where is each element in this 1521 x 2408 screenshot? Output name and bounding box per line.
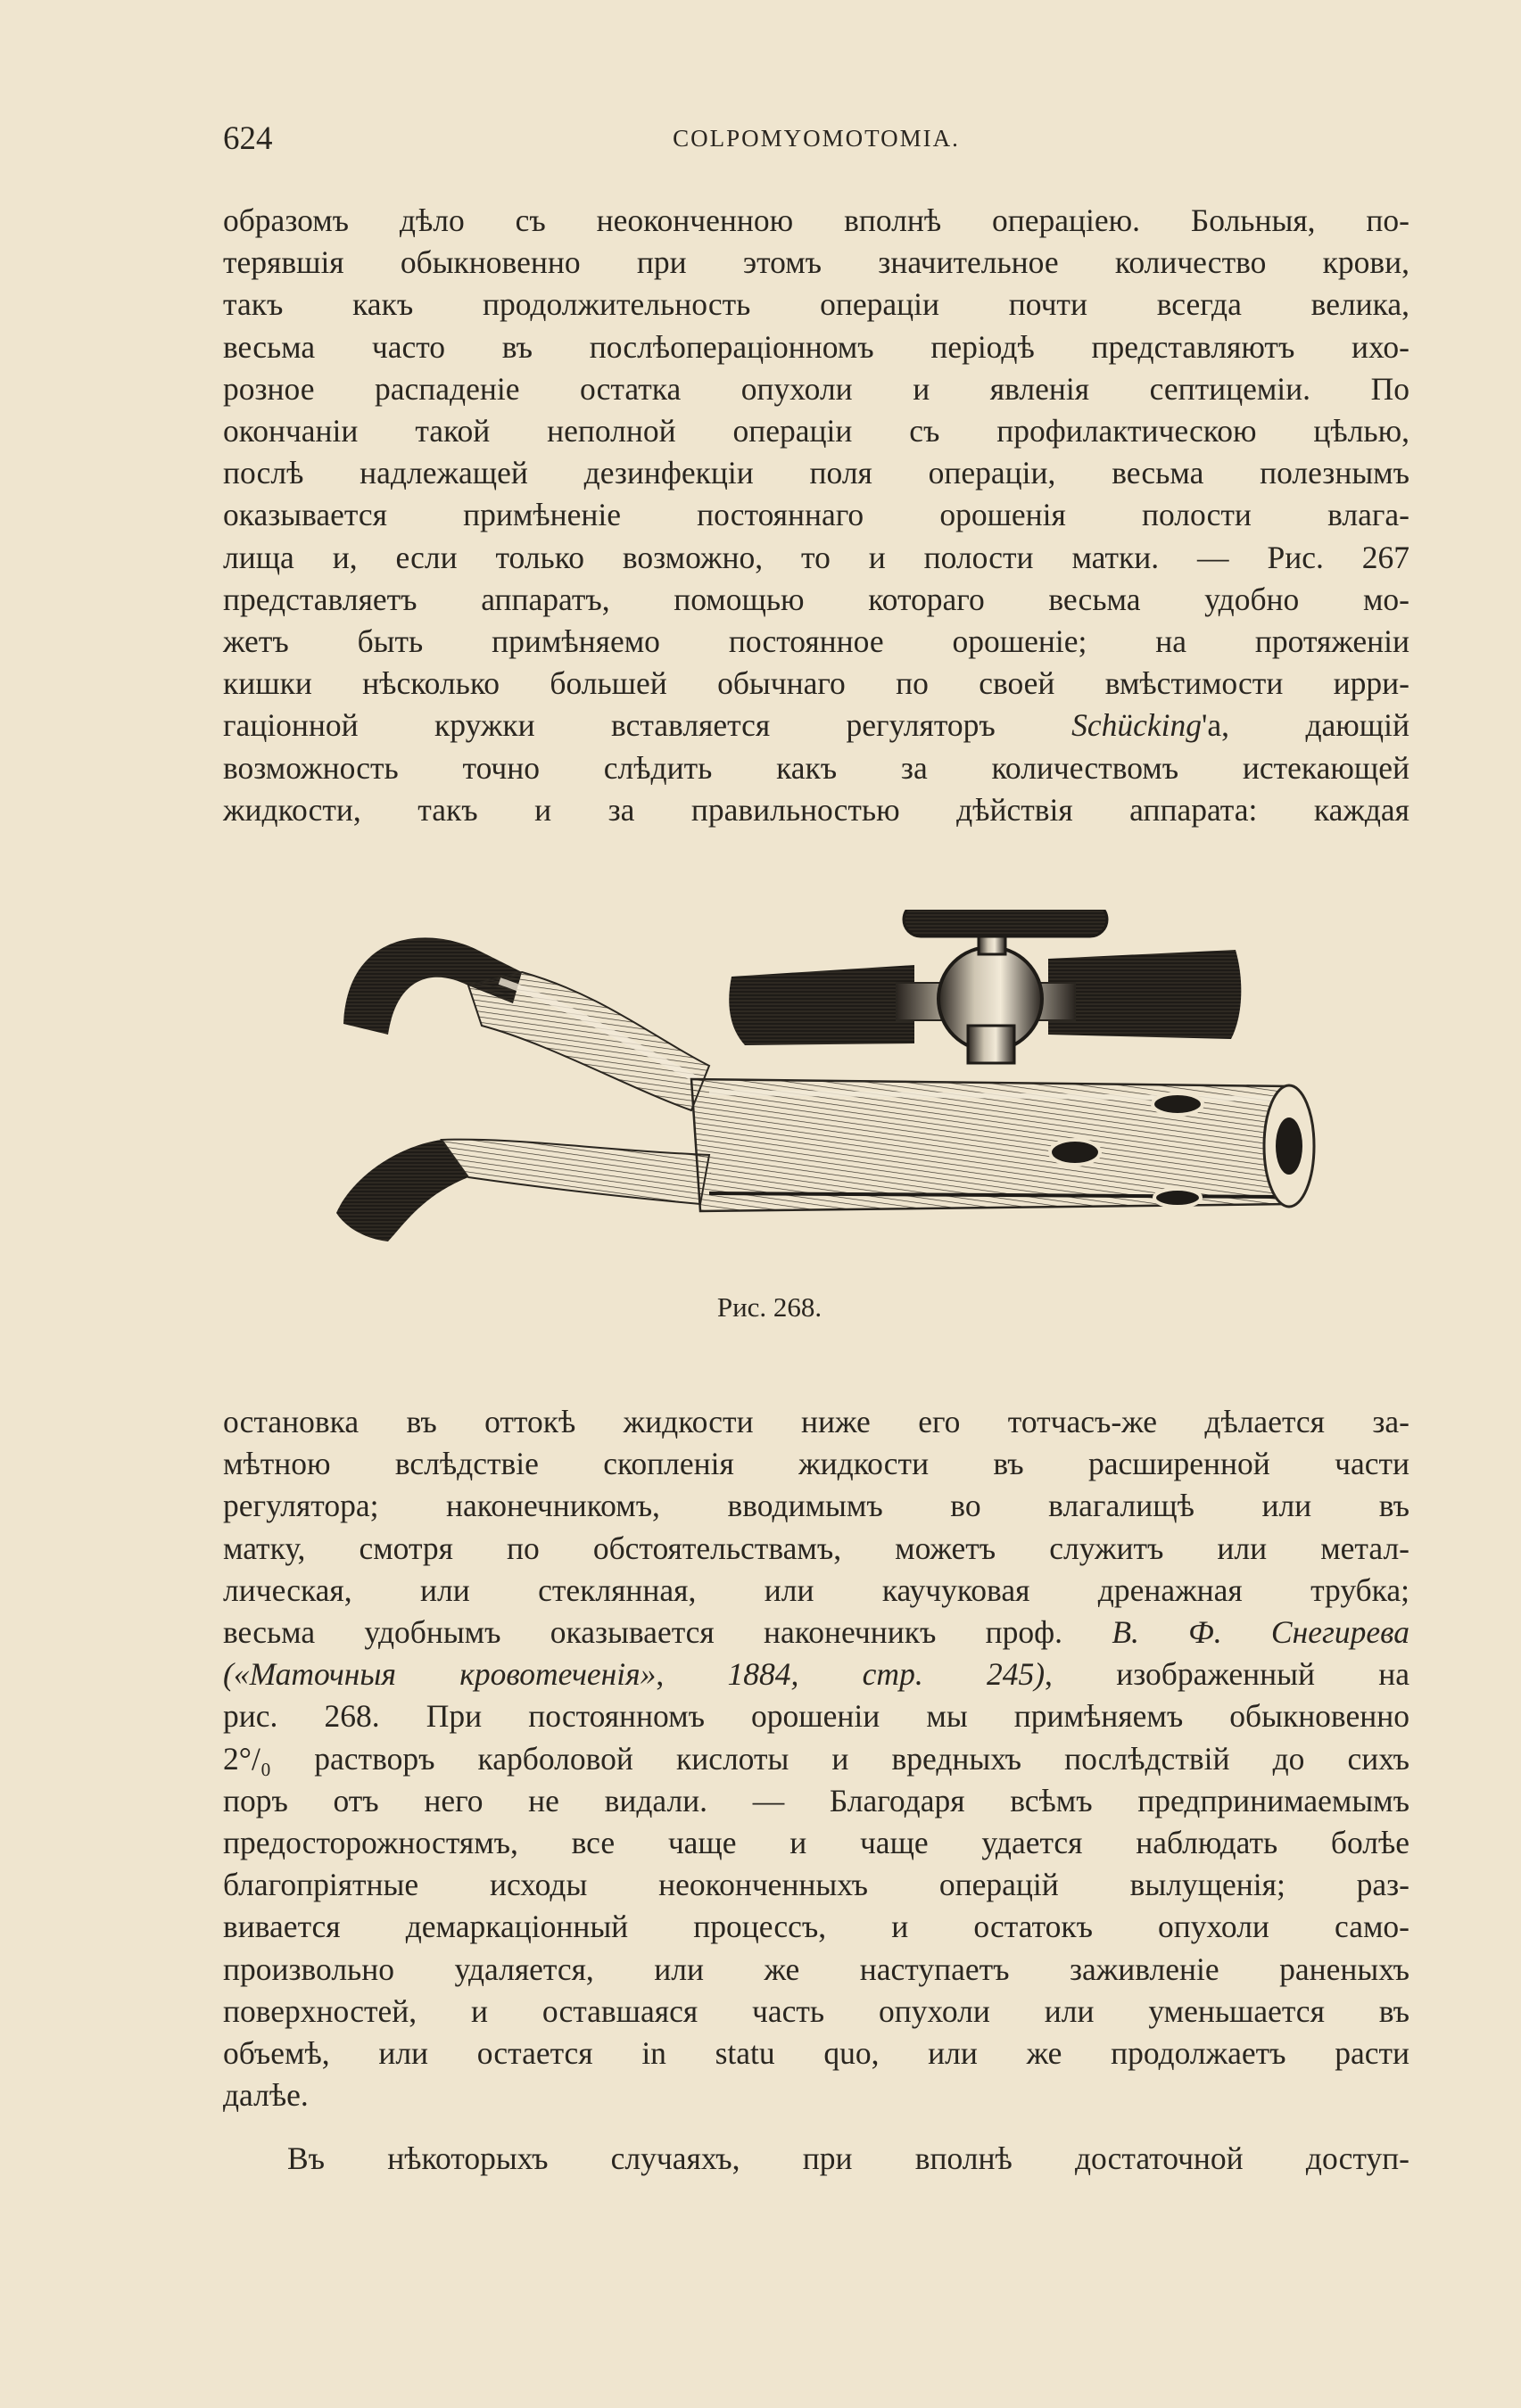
citation-title: («Маточныя кровотеченія» <box>223 1656 657 1693</box>
text-line: произвольно удаляется, или же наступаетъ заживленіе раненыхъ <box>223 1950 1409 1987</box>
text-line: предосторожностямъ, все чаще и чаще удается наблюдать болѣе <box>223 1825 1409 1861</box>
text-line <box>223 1612 1409 1653</box>
text-line: розное распаденіе остатка опухоли и явленія септицеміи. По <box>223 370 1409 407</box>
text-run: гаціонной кружки вставляется регуляторъ <box>223 707 1072 744</box>
author-name: Schücking <box>1071 707 1203 744</box>
text-run: весьма удобнымъ оказывается наконечникъ проф. <box>223 1614 1112 1651</box>
text-line: мѣтною вслѣдствіе скопленія жидкости въ расширенной части <box>223 1446 1409 1482</box>
paragraph-3 <box>223 2138 1409 2180</box>
text-line: вивается демаркаціонный процессъ, и остатокъ опухоли само- <box>223 1909 1409 1945</box>
running-head: COLPOMYOMOTOMIA. <box>673 125 960 152</box>
text-line: объемѣ, или остается in statu quo, или же продолжаетъ расти <box>223 2035 1409 2072</box>
text-line: весьма часто въ послѣопераціонномъ періодѣ представляютъ ихо- <box>223 328 1409 365</box>
text-run: , <box>656 1656 728 1693</box>
text-line: лища и, если только возможно, то и полости матки. — Рис. 267 <box>223 539 1409 575</box>
text-line: регулятора; наконечникомъ, вводимымъ во влагалищѣ или въ <box>223 1488 1409 1524</box>
page-number: 624 <box>223 120 273 157</box>
text-line: поръ отъ него не видали. — Благодаря всѣмъ предпринимаемымъ <box>223 1782 1409 1818</box>
page-header <box>223 120 1409 164</box>
paragraph-2 <box>223 1401 1409 2116</box>
text-line: остановка въ оттокѣ жидкости ниже его тотчасъ-же дѣлается за- <box>223 1404 1409 1439</box>
text-line: послѣ надлежащей дезинфекціи поля операціи, весьма полезнымъ <box>223 455 1409 491</box>
side-hole <box>1154 1189 1201 1207</box>
text-line: благопріятные исходы неоконченныхъ операцій вылущенія; раз- <box>223 1867 1409 1903</box>
stopcock-right-hose <box>1048 950 1241 1039</box>
text-line: жетъ быть примѣняемо постоянное орошеніе; на протяженіи <box>223 623 1409 660</box>
text-line: образомъ дѣло съ неоконченною вполнѣ операціею. Больныя, по- <box>223 202 1409 238</box>
author-name: В. Ф. Снегирева <box>1112 1614 1409 1651</box>
irrigation-tip-illustration <box>335 910 1325 1284</box>
figure-caption: Рис. 268. <box>716 1291 822 1323</box>
side-hole <box>1153 1093 1203 1115</box>
text-line: терявшія обыкновенно при этомъ значительное количество крови, <box>223 244 1409 281</box>
paragraph-1 <box>223 200 1409 831</box>
lower-branch-tube <box>442 1140 709 1204</box>
text-line <box>223 705 1409 746</box>
text-line: представляетъ аппаратъ, помощью котораго весьма удобно мо- <box>223 581 1409 617</box>
side-hole <box>1050 1140 1100 1165</box>
text-line: далѣе. <box>223 2077 309 2114</box>
text-line: окончаніи такой неполной операціи съ профилактическою цѣлью, <box>223 413 1409 449</box>
citation-ref: 1884, стр. 245) <box>727 1656 1046 1693</box>
text-line: возможность точно слѣдить какъ за количествомъ истекающей <box>223 749 1409 786</box>
stopcock-handle <box>904 910 1107 936</box>
stopcock-left-hose <box>729 965 914 1045</box>
outlet-hole <box>1276 1117 1302 1175</box>
text-line <box>223 1653 1409 1695</box>
text-line: лическая, или стеклянная, или каучуковая дренажная трубка; <box>223 1571 1409 1608</box>
text-run: , изображенный на <box>1045 1656 1410 1693</box>
text-line: кишки нѣсколько большей обычнаго по своей вмѣстимости ирри- <box>223 665 1409 702</box>
text-line: оказывается примѣненіе постояннаго орошенія полости влага- <box>223 497 1409 533</box>
text-line: жидкости, такъ и за правильностью дѣйствія аппарата: каждая <box>223 791 1409 828</box>
text-line: рис. 268. При постоянномъ орошеніи мы примѣняемъ обыкновенно <box>223 1698 1409 1735</box>
text-line: матку, смотря по обстоятельствамъ, можетъ служитъ или метал- <box>223 1530 1409 1566</box>
text-run: 'а, дающій <box>1202 707 1409 744</box>
upper-branch-tube <box>468 972 709 1110</box>
text-line: 2°/₀ растворъ карболовой кислоты и вредныхъ послѣдствій до сихъ <box>223 1740 1409 1777</box>
lower-rubber-hose <box>336 1140 468 1241</box>
text-line: поверхностей, и оставшаяся часть опухоли или уменьшается въ <box>223 1992 1409 2029</box>
text-line: Въ нѣкоторыхъ случаяхъ, при вполнѣ достаточной доступ- <box>287 2140 1409 2176</box>
text-line: такъ какъ продолжительность операціи почти всегда велика, <box>223 286 1409 323</box>
